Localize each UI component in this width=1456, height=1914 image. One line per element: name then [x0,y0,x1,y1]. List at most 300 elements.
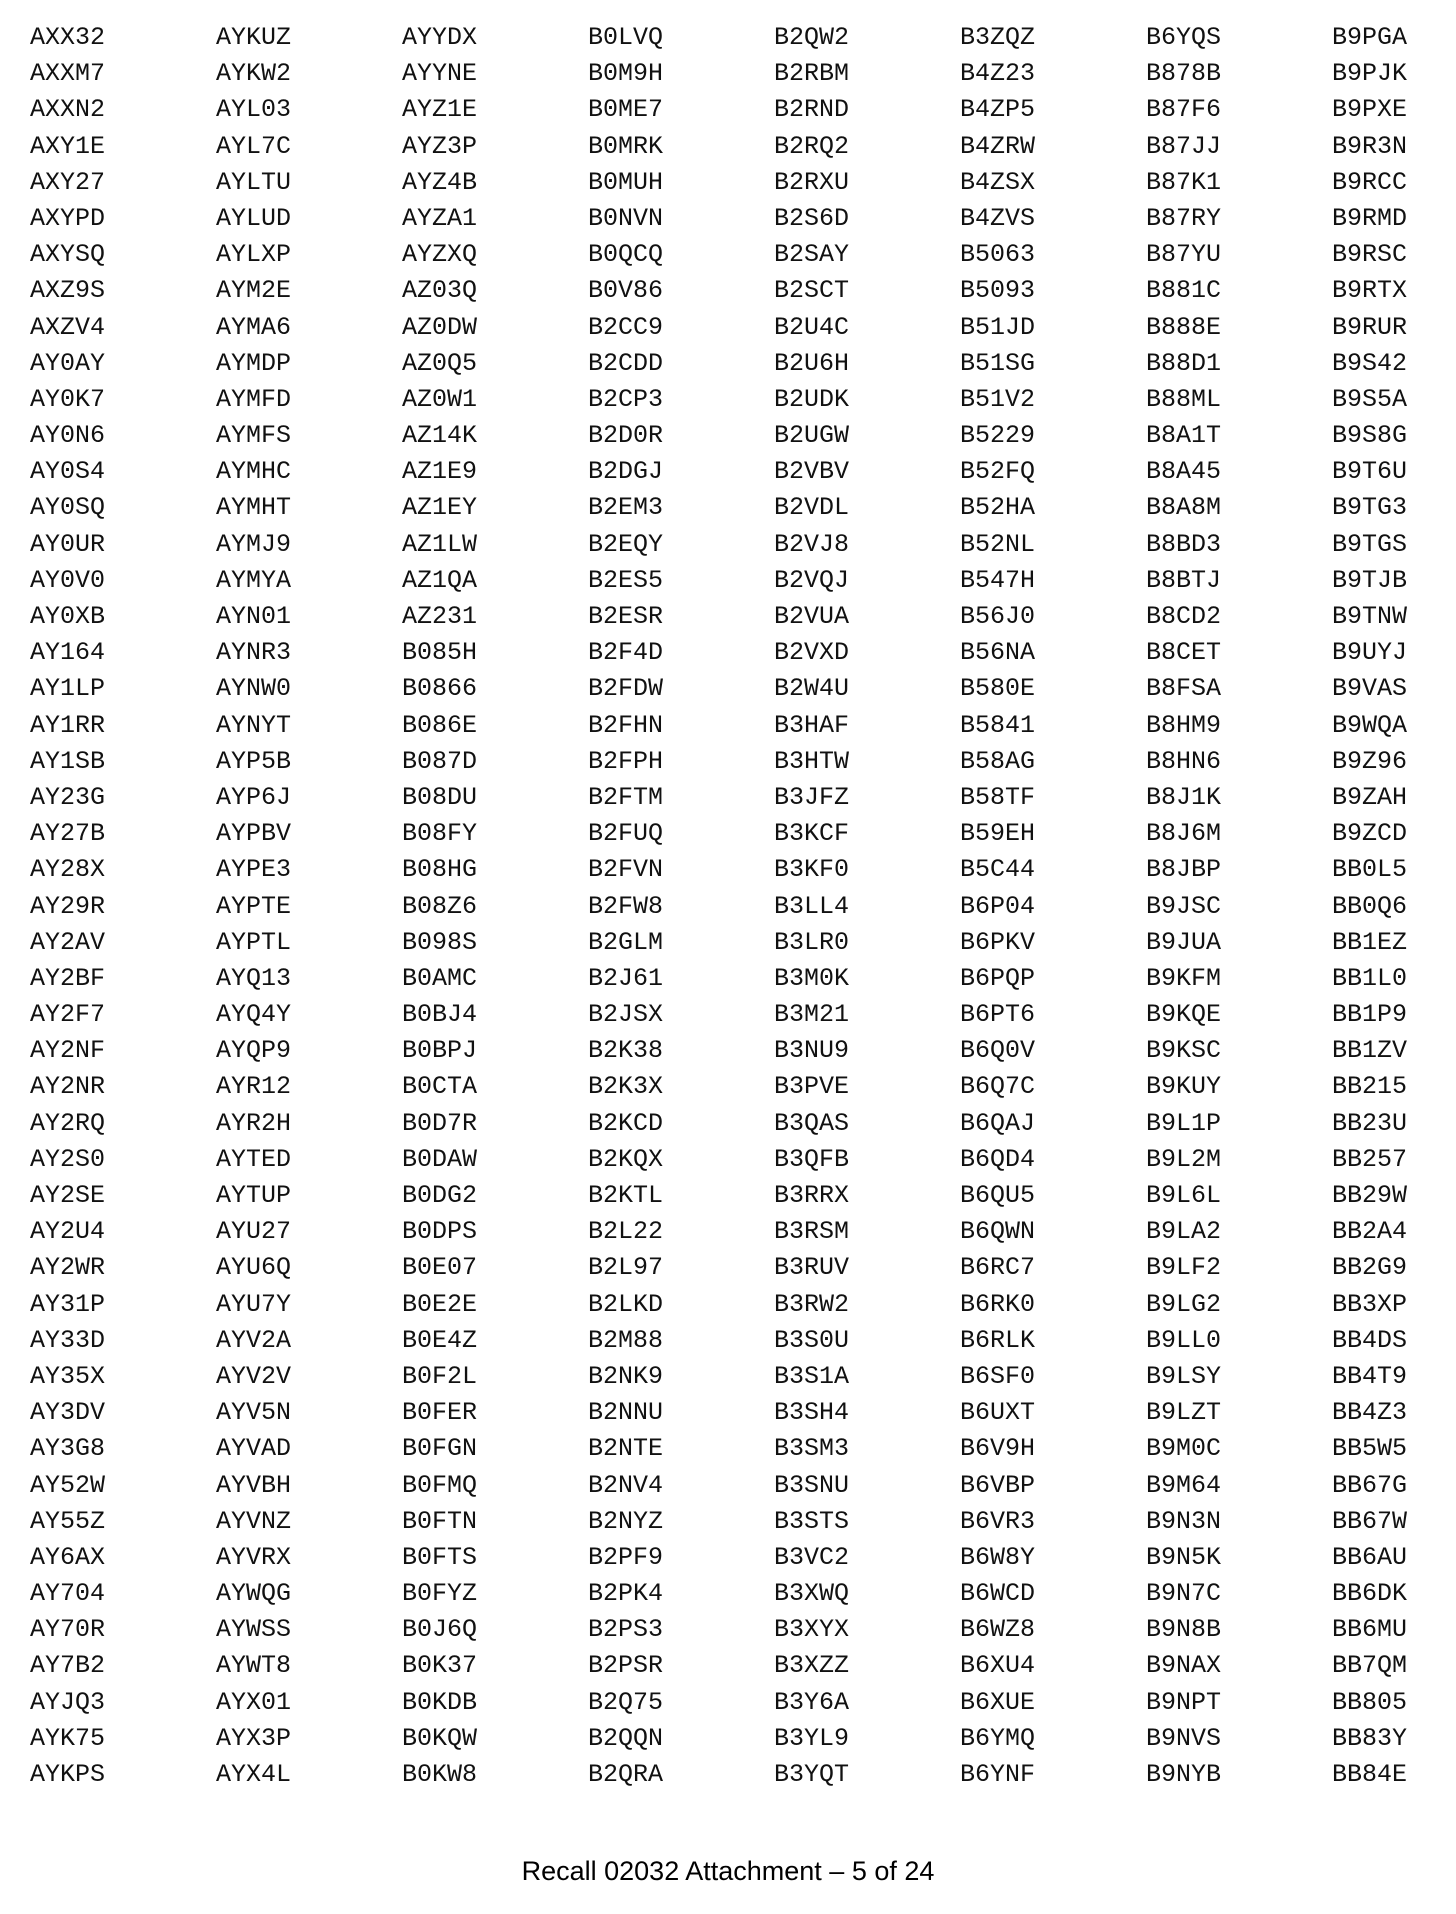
code-cell: B6YQS [1146,23,1222,52]
code-cell: AYV5N [216,1398,292,1428]
code-cell: B51SG [960,348,1036,378]
code-cell: B2SAY [774,240,850,270]
code-cell: B2LKD [588,1289,664,1319]
code-cell: AY0K7 [30,384,106,414]
code-cell: AYVRX [216,1542,292,1572]
code-cell: BB1L0 [1332,963,1408,993]
code-cell: AYN01 [216,602,292,631]
code-cell: B9TG3 [1332,493,1408,523]
code-cell: B9KUY [1146,1072,1222,1102]
code-cell: B8A8M [1146,493,1222,523]
code-cell: B0DG2 [402,1181,478,1210]
code-cell: AYL7C [216,131,292,161]
code-cell: B88ML [1146,384,1222,414]
code-cell: B9NPT [1146,1687,1222,1717]
code-cell: AYX4L [216,1760,292,1789]
code-cell: B6QD4 [960,1144,1036,1174]
code-cell: AY0SQ [30,493,106,523]
code-cell: AYMFS [216,421,292,451]
code-cell: AY0S4 [30,457,106,487]
code-cell: B6YNF [960,1760,1036,1789]
code-cell: B2NYZ [588,1506,664,1536]
code-cell: B5C44 [960,855,1036,885]
code-cell: B9TGS [1332,529,1408,559]
code-cell: B3NU9 [774,1036,850,1066]
code-cell: AY1RR [30,710,106,740]
code-cell: B2KQX [588,1144,664,1174]
code-cell: AY2S0 [30,1144,106,1174]
code-cell: AY27B [30,819,106,849]
code-cell: BB6DK [1332,1579,1408,1609]
code-cell: AYWQG [216,1579,292,1609]
code-cell: B3HAF [774,710,850,740]
code-cell: B9N5K [1146,1542,1222,1572]
code-cell: B8FSA [1146,674,1222,704]
code-cell: B9RMD [1332,203,1408,233]
code-cell: B52FQ [960,457,1036,487]
code-cell: AYM2E [216,276,292,306]
code-cell: B8BTJ [1146,565,1222,595]
page-footer: Recall 02032 Attachment – 5 of 24 [521,1856,935,1886]
code-cell: B6P04 [960,891,1036,921]
code-cell: AYR2H [216,1108,292,1138]
code-cell: B2U4C [774,312,850,342]
code-cell: B6QWN [960,1217,1036,1247]
code-cell: AXZV4 [30,312,106,342]
code-cell: B2M88 [588,1325,664,1355]
code-cell: B2Q75 [588,1687,664,1717]
code-cell: AYX3P [216,1723,292,1753]
code-cell: B0E2E [402,1289,478,1319]
code-cell: AYMHT [216,493,292,523]
code-cell: B9S42 [1332,348,1408,378]
code-cell: AYNYT [216,710,292,740]
code-cell: B2FPH [588,746,664,776]
code-cell: AXY27 [30,167,106,197]
code-cell: B3M21 [774,1000,850,1030]
code-grid [30,20,1430,1800]
code-cell: B3RRX [774,1181,850,1210]
code-cell: B58TF [960,782,1036,812]
code-cell: AZ1EY [402,493,478,523]
code-cell: AYVAD [216,1434,292,1464]
code-cell: B0KW8 [402,1760,478,1789]
code-cell: B2PK4 [588,1579,664,1609]
code-cell: B9WQA [1332,710,1408,740]
code-cell: B0MUH [588,167,664,197]
code-cell: B9RCC [1332,167,1408,197]
code-cell: AYTUP [216,1181,292,1210]
code-cell: AZ0W1 [402,384,478,414]
code-cell: B9LZT [1146,1398,1222,1428]
code-cell: B3XZZ [774,1651,850,1681]
code-cell: AYV2V [216,1361,292,1391]
code-cell: B8J6M [1146,819,1222,849]
code-cell: B9ZAH [1332,782,1408,812]
code-cell: B2GLM [588,927,664,957]
code-cell: B3SNU [774,1470,850,1500]
code-cell: B0DPS [402,1217,478,1247]
code-cell: B2VQJ [774,565,850,595]
code-cell: B6PT6 [960,1000,1036,1030]
code-cell: B0DAW [402,1144,478,1174]
code-cell: B2FHN [588,710,664,740]
code-cell: B2DGJ [588,457,664,487]
code-cell: B2F4D [588,638,664,668]
code-cell: B3RW2 [774,1289,850,1319]
code-cell: AYKW2 [216,59,292,89]
code-cell: B2FVN [588,855,664,885]
code-cell: B9UYJ [1332,638,1408,668]
code-cell: B0KDB [402,1687,478,1717]
code-cell: AYYDX [402,23,478,52]
code-cell: B9T6U [1332,457,1408,487]
code-cell: AYLXP [216,240,292,270]
code-cell: AZ1E9 [402,457,478,487]
code-cell: B4ZVS [960,203,1036,233]
code-cell: AY1SB [30,746,106,776]
code-cell: AXX32 [30,23,106,52]
code-cell: B3SM3 [774,1434,850,1464]
code-cell: AYP6J [216,782,292,812]
code-cell: B59EH [960,819,1036,849]
code-cell: B3S1A [774,1361,850,1391]
code-cell: B2K3X [588,1072,664,1102]
code-cell: AXY1E [30,131,106,161]
code-cell: AY3G8 [30,1434,106,1464]
code-cell: BB1P9 [1332,1000,1408,1030]
code-cell: B3YQT [774,1760,850,1789]
code-cell: AYMHC [216,457,292,487]
code-cell: B2L97 [588,1253,664,1283]
code-cell: B9TNW [1332,602,1408,631]
code-cell: B2W4U [774,674,850,704]
code-cell: AYX01 [216,1687,292,1717]
code-cell: AY1LP [30,674,106,704]
code-cell: B3VC2 [774,1542,850,1572]
code-cell: B2QRA [588,1760,664,1789]
code-cell: AYYNE [402,59,478,89]
code-cell: AYQP9 [216,1036,292,1066]
code-cell: B2ESR [588,602,664,631]
code-cell: B0MRK [588,131,664,161]
code-cell: AXXM7 [30,59,106,89]
code-cell: B3LL4 [774,891,850,921]
code-cell: B5093 [960,276,1036,306]
code-cell: B2EM3 [588,493,664,523]
code-cell: AY0N6 [30,421,106,451]
code-cell: B9M0C [1146,1434,1222,1464]
code-cell: AY31P [30,1289,106,1319]
code-cell: B6WCD [960,1579,1036,1609]
code-cell: BB4Z3 [1332,1398,1408,1428]
code-cell: B9RTX [1332,276,1408,306]
code-cell: B8CD2 [1146,602,1222,631]
code-cell: B2NK9 [588,1361,664,1391]
code-cell: AYZA1 [402,203,478,233]
code-cell: B9KFM [1146,963,1222,993]
code-cell: AYJQ3 [30,1687,106,1717]
code-cell: B58AG [960,746,1036,776]
code-cell: B087D [402,746,478,776]
code-cell: B8CET [1146,638,1222,668]
code-cell: B2JSX [588,1000,664,1030]
code-cell: AY2RQ [30,1108,106,1138]
code-cell: B6W8Y [960,1542,1036,1572]
code-cell: B2NV4 [588,1470,664,1500]
code-cell: BB67G [1332,1470,1408,1500]
code-cell: B8HN6 [1146,746,1222,776]
code-cell: BB1ZV [1332,1036,1408,1066]
code-cell: B87YU [1146,240,1222,270]
code-cell: AXXN2 [30,95,106,125]
code-cell: BB84E [1332,1760,1408,1789]
code-cell: B8BD3 [1146,529,1222,559]
code-cell: B88D1 [1146,348,1222,378]
code-cell: AY3DV [30,1398,106,1428]
code-cell: B0ME7 [588,95,664,125]
code-cell: B9LG2 [1146,1289,1222,1319]
code-cell: B2J61 [588,963,664,993]
code-cell: B0FYZ [402,1579,478,1609]
code-cell: BB29W [1332,1181,1408,1210]
code-cell: B2UDK [774,384,850,414]
code-cell: AYQ4Y [216,1000,292,1030]
code-cell: B9LSY [1146,1361,1222,1391]
code-cell: B9L2M [1146,1144,1222,1174]
code-cell: B0KQW [402,1723,478,1753]
code-cell: AY0AY [30,348,106,378]
code-cell: B0FTN [402,1506,478,1536]
code-cell: B2D0R [588,421,664,451]
code-cell: B3STS [774,1506,850,1536]
code-cell: B9S8G [1332,421,1408,451]
code-cell: B2PSR [588,1651,664,1681]
code-cell: B2PS3 [588,1615,664,1645]
code-cell: B9N7C [1146,1579,1222,1609]
code-cell: B2ES5 [588,565,664,595]
code-cell: B08FY [402,819,478,849]
code-cell: AY2NF [30,1036,106,1066]
code-cell: B52HA [960,493,1036,523]
code-cell: B87JJ [1146,131,1222,161]
code-cell: AYPTE [216,891,292,921]
code-cell: B0D7R [402,1108,478,1138]
code-cell: AYK75 [30,1723,106,1753]
code-cell: B2U6H [774,348,850,378]
code-cell: AY7B2 [30,1651,106,1681]
code-cell: B56NA [960,638,1036,668]
code-cell: AYWT8 [216,1651,292,1681]
code-cell: B3LR0 [774,927,850,957]
code-cell: AYR12 [216,1072,292,1102]
code-cell: B2KTL [588,1181,664,1210]
code-cell: B2FUQ [588,819,664,849]
code-cell: B2RQ2 [774,131,850,161]
code-cell: AY33D [30,1325,106,1355]
code-cell: AYPTL [216,927,292,957]
code-cell: B9NAX [1146,1651,1222,1681]
code-cell: AYNR3 [216,638,292,668]
code-cell: B87RY [1146,203,1222,233]
code-cell: B9L6L [1146,1181,1222,1210]
code-cell: BB2G9 [1332,1253,1408,1283]
code-cell: BB4DS [1332,1325,1408,1355]
code-cell: AY35X [30,1361,106,1391]
code-cell: B0J6Q [402,1615,478,1645]
code-cell: AYMA6 [216,312,292,342]
code-cell: B3ZQZ [960,23,1036,52]
code-cell: B5063 [960,240,1036,270]
code-cell: B6WZ8 [960,1615,1036,1645]
code-cell: B2QW2 [774,23,850,52]
code-cell: B0E07 [402,1253,478,1283]
code-cell: B4ZP5 [960,95,1036,125]
code-cell: B2EQY [588,529,664,559]
code-cell: B9LA2 [1146,1217,1222,1247]
code-cell: B0M9H [588,59,664,89]
code-cell: AYZ3P [402,131,478,161]
code-cell: B3QAS [774,1108,850,1138]
code-cell: B6VBP [960,1470,1036,1500]
code-cell: AY2BF [30,963,106,993]
code-cell: AYZXQ [402,240,478,270]
code-cell: AYZ1E [402,95,478,125]
code-cell: B9L1P [1146,1108,1222,1138]
code-cell: B2VJ8 [774,529,850,559]
code-cell: AZ03Q [402,276,478,306]
code-cell: B0BJ4 [402,1000,478,1030]
code-cell: AYV2A [216,1325,292,1355]
code-cell: AYPBV [216,819,292,849]
code-cell: B9JSC [1146,891,1222,921]
code-cell: B9LF2 [1146,1253,1222,1283]
code-cell: AY704 [30,1579,106,1609]
code-cell: B547H [960,565,1036,595]
code-cell: B51JD [960,312,1036,342]
code-cell: B6PQP [960,963,1036,993]
code-cell: B2NTE [588,1434,664,1464]
code-cell: AY55Z [30,1506,106,1536]
code-cell: AYQ13 [216,963,292,993]
code-cell: AY2F7 [30,1000,106,1030]
code-cell: B2PF9 [588,1542,664,1572]
code-cell: B6QAJ [960,1108,1036,1138]
code-cell: B0NVN [588,203,664,233]
code-cell: AY2SE [30,1181,106,1210]
code-cell: B2SCT [774,276,850,306]
code-cell: AYMYA [216,565,292,595]
code-cell: B4ZRW [960,131,1036,161]
code-cell: AZ231 [402,602,478,631]
code-cell: B6RC7 [960,1253,1036,1283]
code-cell: BB5W5 [1332,1434,1408,1464]
code-cell: AZ0Q5 [402,348,478,378]
code-cell: BB67W [1332,1506,1408,1536]
code-cell: B3JFZ [774,782,850,812]
code-cell: AY2NR [30,1072,106,1102]
code-cell: B6XU4 [960,1651,1036,1681]
code-cell: BB0L5 [1332,855,1408,885]
code-cell: B9RUR [1332,312,1408,342]
code-cell: B5841 [960,710,1036,740]
code-cell: AYKUZ [216,23,292,52]
code-cell: B3RUV [774,1253,850,1283]
code-cell: BB3XP [1332,1289,1408,1319]
code-cell: B87F6 [1146,95,1222,125]
code-cell: AYU6Q [216,1253,292,1283]
code-cell: B0866 [402,674,478,704]
code-cell: AYU7Y [216,1289,292,1319]
code-cell: B6YMQ [960,1723,1036,1753]
code-cell: AYMFD [216,384,292,414]
code-cell: B6V9H [960,1434,1036,1464]
code-cell: AYU27 [216,1217,292,1247]
code-cell: BB83Y [1332,1723,1408,1753]
code-cell: B9N3N [1146,1506,1222,1536]
code-cell: B2FTM [588,782,664,812]
code-cell: B6UXT [960,1398,1036,1428]
code-cell: B51V2 [960,384,1036,414]
code-cell: B2RXU [774,167,850,197]
code-cell: B9N8B [1146,1615,1222,1645]
code-cell: B2L22 [588,1217,664,1247]
code-cell: B6SF0 [960,1361,1036,1391]
code-cell: B2VDL [774,493,850,523]
code-cell: B0LVQ [588,23,664,52]
code-cell: B3PVE [774,1072,850,1102]
code-cell: AYWSS [216,1615,292,1645]
code-cell: B6VR3 [960,1506,1036,1536]
code-cell: B2RBM [774,59,850,89]
code-cell: AY0V0 [30,565,106,595]
code-cell: B3QFB [774,1144,850,1174]
code-cell: B9PXE [1332,95,1408,125]
code-cell: B9VAS [1332,674,1408,704]
code-cell: AYNW0 [216,674,292,704]
code-cell: BB23U [1332,1108,1408,1138]
code-cell: AYP5B [216,746,292,776]
code-cell: AZ14K [402,421,478,451]
code-cell: AYLUD [216,203,292,233]
code-cell: BB7QM [1332,1651,1408,1681]
code-cell: B2VBV [774,457,850,487]
code-cell: AYKPS [30,1760,106,1789]
code-cell: AYL03 [216,95,292,125]
code-cell: AY0UR [30,529,106,559]
code-cell: AY29R [30,891,106,921]
code-cell: B6RLK [960,1325,1036,1355]
code-cell: B56J0 [960,602,1036,631]
code-cell: AYPE3 [216,855,292,885]
code-cell: AXYPD [30,203,106,233]
code-cell: B08HG [402,855,478,885]
code-cell: B0QCQ [588,240,664,270]
code-cell: B9Z96 [1332,746,1408,776]
code-cell: B9NVS [1146,1723,1222,1753]
code-cell: AY52W [30,1470,106,1500]
code-cell: B8JBP [1146,855,1222,885]
code-cell: B9LL0 [1146,1325,1222,1355]
code-cell: B098S [402,927,478,957]
code-cell: B3SH4 [774,1398,850,1428]
code-cell: BB805 [1332,1687,1408,1717]
code-cell: AY6AX [30,1542,106,1572]
code-cell: BB6MU [1332,1615,1408,1645]
code-cell: B9TJB [1332,565,1408,595]
code-cell: B9RSC [1332,240,1408,270]
code-cell: B2NNU [588,1398,664,1428]
